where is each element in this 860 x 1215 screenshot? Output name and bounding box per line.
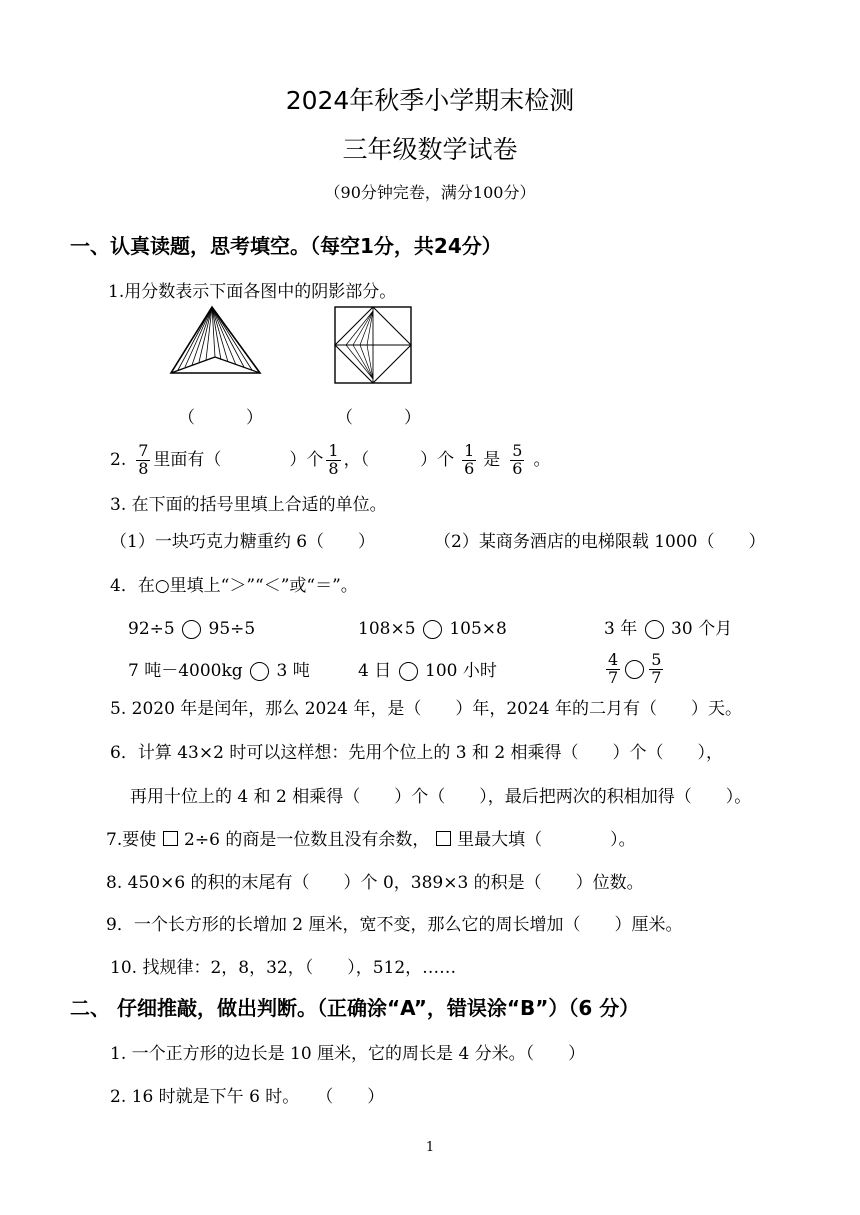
question-8: 8. 450×6 的积的末尾有（ ）个 0，389×3 的积是（ ）位数。 bbox=[106, 873, 644, 893]
compare-circle[interactable] bbox=[625, 660, 644, 679]
exam-subject-title: 三年级数学试卷 bbox=[342, 135, 518, 164]
question-2-text-b: ，（ ）个 bbox=[343, 449, 455, 470]
compare-circle[interactable] bbox=[645, 620, 664, 639]
question-1-text: 1.用分数表示下面各图中的阴影部分。 bbox=[108, 282, 397, 302]
question-9: 9．一个长方形的长增加 2 厘米，宽不变，那么它的周长增加（ ）厘米。 bbox=[106, 915, 683, 935]
fraction-numerator: 1 bbox=[328, 440, 339, 460]
section-2-heading: 二、 仔细推敲，做出判断。（正确涂“A”，错误涂“B”）（6 分） bbox=[70, 996, 640, 1020]
compare-item-3 bbox=[604, 620, 732, 639]
fraction-1-8 bbox=[326, 440, 340, 478]
question-7 bbox=[106, 831, 636, 849]
question-2-text-c: 是 bbox=[483, 449, 501, 470]
question-3-text: 3. 在下面的括号里填上合适的单位。 bbox=[110, 495, 387, 515]
fraction-numerator: 4 bbox=[608, 650, 619, 669]
compare-circle[interactable] bbox=[399, 662, 418, 681]
compare-right: 100 小时 bbox=[425, 661, 497, 681]
judgment-question-2: 2. 16 时就是下午 6 时。 （ ） bbox=[110, 1087, 385, 1107]
compare-circle[interactable] bbox=[182, 620, 201, 639]
fraction-numerator: 5 bbox=[512, 440, 523, 460]
exam-duration-note: （90分钟完卷，满分100分） bbox=[324, 183, 536, 202]
fraction-4-7 bbox=[606, 652, 620, 687]
question-2 bbox=[110, 440, 550, 480]
fraction-numerator: 1 bbox=[464, 440, 475, 460]
exam-title: 2024年秋季小学期末检测 bbox=[285, 86, 575, 115]
compare-item-2 bbox=[358, 620, 507, 639]
fraction-denominator: 6 bbox=[512, 458, 523, 478]
question-4-text: 4．在○里填上“＞”“＜”或“＝”。 bbox=[110, 576, 358, 596]
fraction-denominator: 7 bbox=[608, 667, 619, 687]
compare-item-6 bbox=[603, 652, 666, 687]
fraction-numerator: 7 bbox=[138, 440, 149, 460]
question-2-text-a: 里面有（ ）个 bbox=[153, 449, 324, 470]
fraction-denominator: 6 bbox=[464, 458, 475, 478]
question-7-part-1: 7.要使 bbox=[106, 830, 157, 850]
compare-item-4 bbox=[128, 662, 310, 681]
blank-square-box[interactable] bbox=[436, 831, 451, 846]
fraction-denominator: 8 bbox=[138, 458, 149, 478]
compare-circle[interactable] bbox=[423, 620, 442, 639]
fraction-7-8 bbox=[136, 440, 150, 478]
fraction-1-6 bbox=[462, 440, 476, 478]
compare-left: 3 年 bbox=[604, 619, 638, 639]
question-5: 5. 2020 年是闰年，那么 2024 年，是（ ）年，2024 年的二月有（ ）天。 bbox=[110, 699, 743, 719]
compare-left: 7 吨－4000kg bbox=[128, 661, 243, 681]
fraction-denominator: 8 bbox=[328, 458, 339, 478]
compare-right: 30 个月 bbox=[671, 619, 733, 639]
question-3-sub-2: （2）某商务酒店的电梯限载 1000（ ） bbox=[434, 532, 766, 552]
answer-blank-triangle[interactable]: （ ） bbox=[178, 408, 263, 428]
fraction-numerator: 5 bbox=[651, 650, 662, 669]
question-6-line-1: 6．计算 43×2 时可以这样想：先用个位上的 3 和 2 相乘得（ ）个（ ）， bbox=[110, 743, 724, 763]
judgment-question-1: 1. 一个正方形的边长是 10 厘米，它的周长是 4 分米。（ ） bbox=[110, 1044, 586, 1064]
question-2-text-d: 。 bbox=[533, 449, 551, 470]
compare-right: 3 吨 bbox=[276, 661, 310, 681]
question-2-number: 2. bbox=[110, 449, 127, 470]
question-6-line-2: 再用十位上的 4 和 2 相乘得（ ）个（ ），最后把两次的积相加得（ ）。 bbox=[130, 787, 752, 807]
compare-right: 105×8 bbox=[449, 619, 507, 639]
shaded-square-figure bbox=[334, 306, 412, 384]
question-10: 10. 找规律：2，8，32，（ ），512，…… bbox=[110, 958, 457, 978]
compare-left: 4 日 bbox=[358, 661, 392, 681]
compare-right: 95÷5 bbox=[208, 619, 256, 639]
question-3-sub-1: （1）一块巧克力糖重约 6（ ） bbox=[110, 532, 376, 552]
question-7-part-3: 里最大填（ ）。 bbox=[457, 830, 636, 850]
blank-square-box[interactable] bbox=[163, 831, 178, 846]
answer-blank-square[interactable]: （ ） bbox=[336, 408, 421, 428]
compare-circle[interactable] bbox=[250, 662, 269, 681]
section-1-heading: 一、认真读题，思考填空。（每空1分，共24分） bbox=[70, 234, 502, 258]
compare-left: 92÷5 bbox=[128, 619, 175, 639]
compare-left: 108×5 bbox=[358, 619, 416, 639]
compare-item-1 bbox=[128, 620, 255, 639]
fraction-5-7 bbox=[649, 652, 663, 687]
fraction-5-6 bbox=[510, 440, 524, 478]
page-number: 1 bbox=[425, 1140, 435, 1155]
fraction-denominator: 7 bbox=[651, 667, 662, 687]
question-7-part-2: 2÷6 的商是一位数且没有余数， bbox=[184, 830, 430, 850]
compare-item-5 bbox=[358, 662, 497, 681]
shaded-triangle-figure bbox=[168, 304, 264, 376]
